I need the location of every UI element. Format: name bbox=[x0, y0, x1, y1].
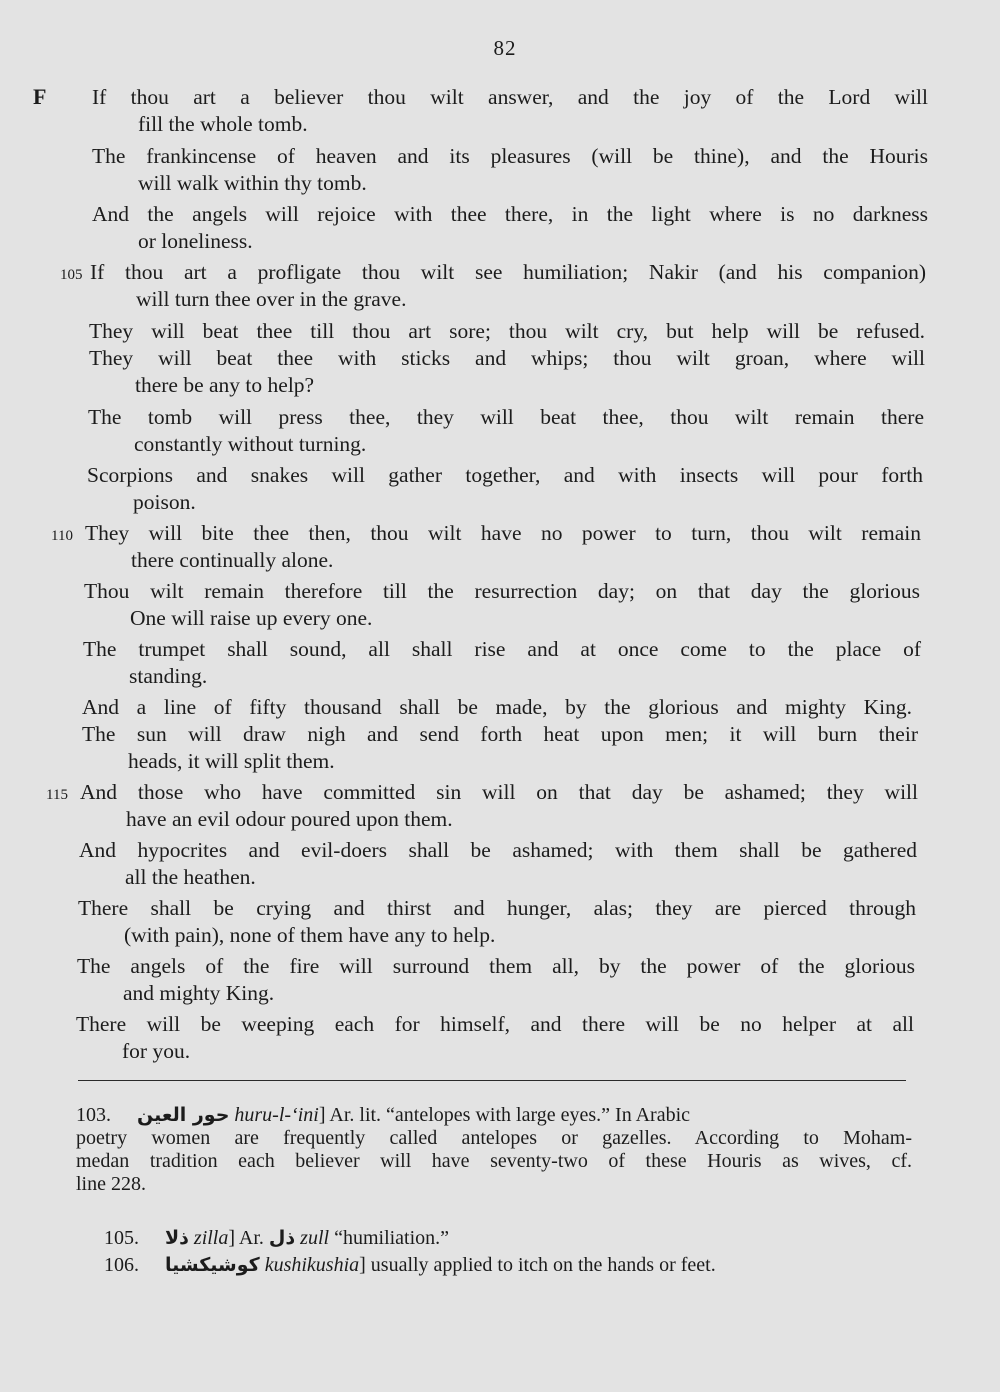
verse-text: If thou art a believer thou wilt answer, and the joy of the Lord will bbox=[92, 85, 928, 109]
verse-text: They will beat thee with sticks and whips; thou wilt groan, where will bbox=[89, 346, 925, 370]
verse-continuation: standing. bbox=[129, 664, 208, 688]
footnote-105 bbox=[104, 1227, 804, 1250]
verse-continuation: there be any to help? bbox=[135, 373, 315, 397]
verse-continuation: (with pain), none of them have any to help. bbox=[124, 923, 496, 947]
verse-line bbox=[83, 636, 921, 690]
verse-continuation: or loneliness. bbox=[138, 229, 253, 253]
footnote-106 bbox=[104, 1254, 864, 1277]
verse-line bbox=[79, 837, 917, 891]
footnote-text: ] Ar. lit. “antelopes with large eyes.” In Arabic bbox=[318, 1104, 691, 1126]
transliteration: zull bbox=[300, 1227, 330, 1249]
verse-text: The tomb will press thee, they will beat thee, thou wilt remain there bbox=[88, 405, 924, 429]
verse-text: The trumpet shall sound, all shall rise and at once come to the place of bbox=[83, 637, 921, 661]
section-letter: F bbox=[33, 84, 47, 109]
arabic-term: ذلا bbox=[165, 1227, 189, 1249]
verse-text: And a line of fifty thousand shall be made, by the glorious and mighty King. bbox=[82, 695, 912, 719]
verse-text: Scorpions and snakes will gather together, and with insects will pour forth bbox=[87, 463, 923, 487]
verse-line bbox=[84, 578, 920, 632]
footnote-line: medan tradition each believer will have seventy-two of these Houris as wives, cf. bbox=[76, 1150, 912, 1172]
verse-continuation: all the heathen. bbox=[125, 865, 256, 889]
verse-continuation: there continually alone. bbox=[131, 548, 334, 572]
footnote-103 bbox=[76, 1104, 912, 1196]
footnote-number: 106. bbox=[104, 1254, 139, 1276]
verse-continuation: constantly without turning. bbox=[134, 432, 367, 456]
verse-text: If thou art a profligate thou wilt see humiliation; Nakir (and his companion) bbox=[90, 260, 926, 284]
arabic-term: ذل bbox=[268, 1227, 296, 1249]
verse-continuation: One will raise up every one. bbox=[130, 606, 373, 630]
verse-line bbox=[88, 404, 924, 458]
verse-line bbox=[76, 1011, 914, 1065]
verse-continuation: fill the whole tomb. bbox=[138, 112, 308, 136]
verse-text: The angels of the fire will surround them all, by the power of the glorious bbox=[77, 954, 915, 978]
verse-text: There shall be crying and thirst and hunger, alas; they are pierced through bbox=[78, 896, 916, 920]
verse-text: And the angels will rejoice with thee there, in the light where is no darkness bbox=[92, 202, 928, 226]
page-number: 82 bbox=[493, 36, 517, 60]
verse-text: And hypocrites and evil-doers shall be ashamed; with them shall be gathered bbox=[79, 838, 917, 862]
footnote-line bbox=[76, 1104, 690, 1126]
footnote-rule bbox=[78, 1080, 906, 1081]
verse-line bbox=[92, 201, 928, 255]
verse-number: 115 bbox=[46, 787, 68, 803]
verse-line bbox=[51, 520, 921, 574]
verse-line bbox=[46, 779, 918, 833]
transliteration: zilla bbox=[193, 1227, 229, 1249]
verse-line bbox=[87, 462, 923, 516]
verse-text: They will bite thee then, thou wilt have no power to turn, thou wilt remain bbox=[85, 521, 921, 545]
verse-text: There will be weeping each for himself, and there will be no helper at all bbox=[76, 1012, 914, 1036]
transliteration: huru-l-ʻini bbox=[234, 1104, 319, 1126]
arabic-term: كوشيكشيا bbox=[165, 1254, 260, 1276]
verse-number: 110 bbox=[51, 528, 73, 544]
verse-text: Thou wilt remain therefore till the resurrection day; on that day the glorious bbox=[84, 579, 920, 603]
verse-line bbox=[89, 345, 925, 399]
verse-continuation: will walk within thy tomb. bbox=[138, 171, 367, 195]
transliteration: kushikushia bbox=[264, 1254, 360, 1276]
footnote-line: line 228. bbox=[76, 1173, 146, 1195]
footnote-number: 103. bbox=[76, 1104, 111, 1126]
verse-line bbox=[77, 953, 915, 1007]
footnote-text: “humiliation.” bbox=[334, 1227, 450, 1249]
verse-continuation: will turn thee over in the grave. bbox=[136, 287, 407, 311]
verse-line bbox=[89, 318, 925, 345]
footnote-text: ] Ar. bbox=[228, 1227, 264, 1249]
footnote-number: 105. bbox=[104, 1227, 139, 1249]
verse-line bbox=[60, 259, 926, 313]
verse-line bbox=[82, 694, 912, 721]
verse-number: 105 bbox=[60, 267, 83, 283]
verse-line bbox=[82, 721, 918, 775]
verse-continuation: heads, it will split them. bbox=[128, 749, 335, 773]
verse-text: The sun will draw nigh and send forth heat upon men; it will burn their bbox=[82, 722, 918, 746]
footnote-line: poetry women are frequently called antelopes or gazelles. According to Moham- bbox=[76, 1127, 912, 1149]
footnote-text: ] usually applied to itch on the hands or feet. bbox=[359, 1254, 716, 1276]
verse-continuation: poison. bbox=[133, 490, 196, 514]
verse-text: The frankincense of heaven and its pleasures (will be thine), and the Houris bbox=[92, 144, 928, 168]
verse-text: And those who have committed sin will on that day be ashamed; they will bbox=[80, 780, 918, 804]
verse-line bbox=[78, 895, 916, 949]
verse-continuation: and mighty King. bbox=[123, 981, 275, 1005]
verse-line bbox=[92, 84, 928, 138]
verse-line bbox=[92, 143, 928, 197]
verse-continuation: have an evil odour poured upon them. bbox=[126, 807, 453, 831]
verse-continuation: for you. bbox=[122, 1039, 191, 1063]
verse-text: They will beat thee till thou art sore; thou wilt cry, but help will be refused. bbox=[89, 319, 925, 343]
arabic-term: حور العين bbox=[137, 1104, 230, 1126]
